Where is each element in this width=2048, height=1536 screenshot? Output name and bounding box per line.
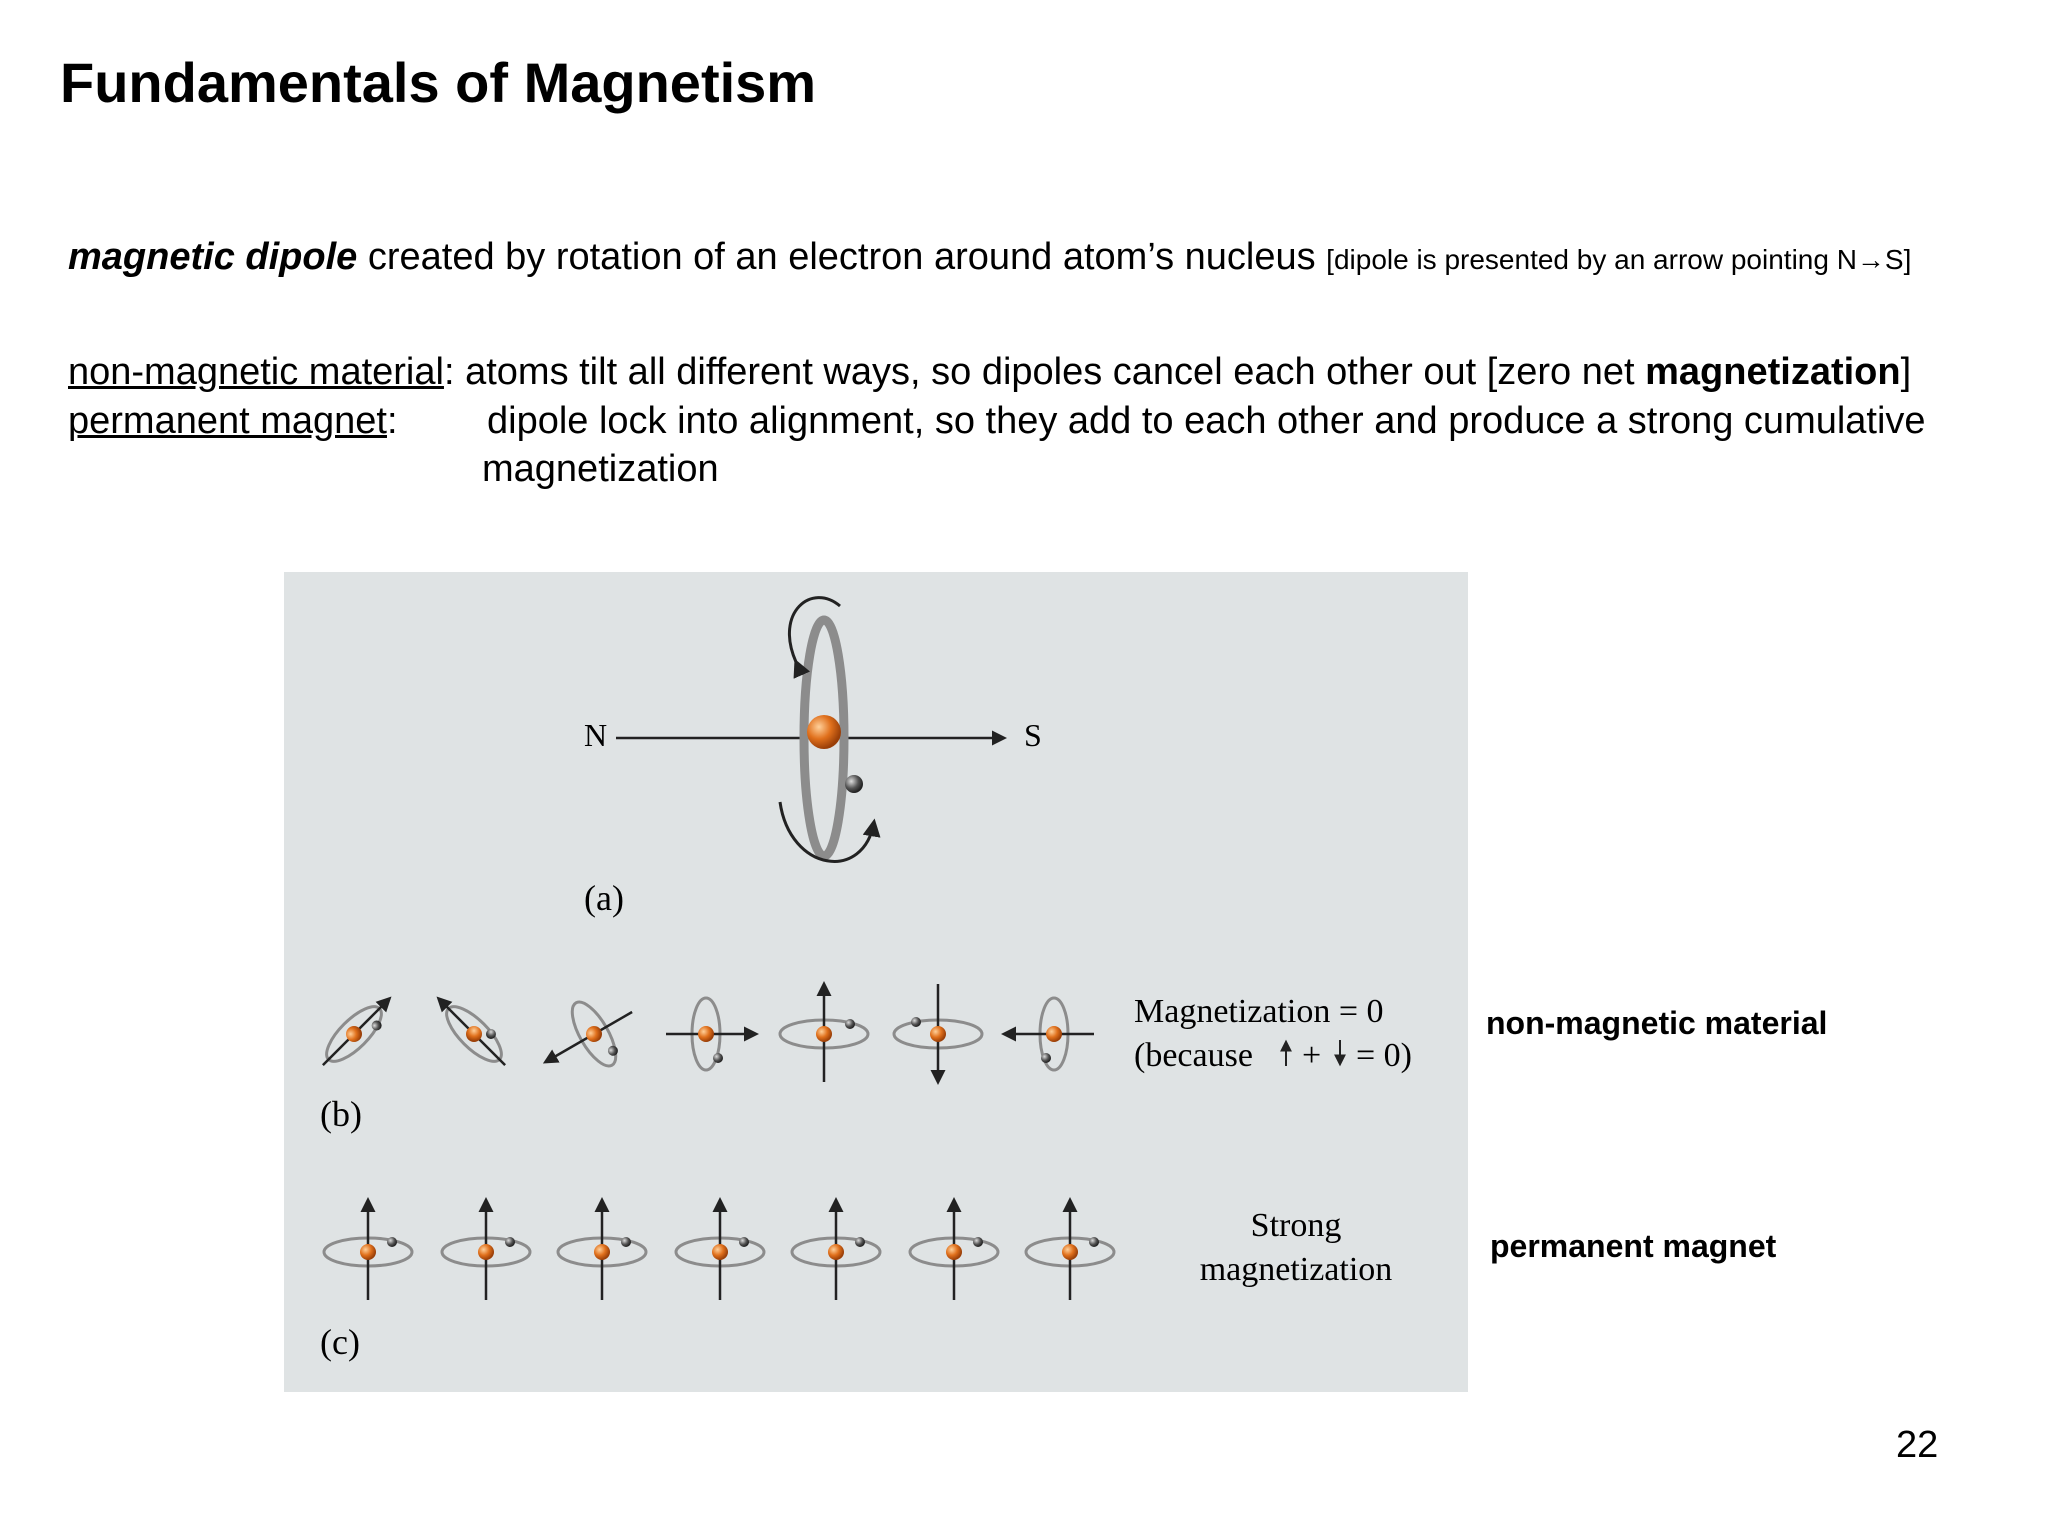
- atom-c4: [676, 1200, 764, 1300]
- atom-b5: [780, 984, 868, 1082]
- strong-magnetization-label: magnetization: [1199, 1251, 1393, 1288]
- atom-b1: [313, 989, 400, 1076]
- figure-drawing: [284, 572, 1468, 1392]
- dipole-figure: [284, 572, 1468, 1392]
- label-c: (c): [320, 1322, 360, 1362]
- dipole-note: [dipole is presented by an arrow pointing N→S]: [1326, 244, 1912, 275]
- mag-zero: Magnetization = 0: [1134, 993, 1384, 1030]
- atom-c5: [792, 1200, 880, 1300]
- atom-b6: [894, 984, 982, 1082]
- perm-term: permanent magnet: [68, 400, 387, 442]
- dipole-term: magnetic dipole: [68, 236, 358, 278]
- nonmag-bold: magnetization: [1645, 351, 1901, 393]
- atom-c6: [910, 1200, 998, 1300]
- atom-b7: [1004, 998, 1094, 1070]
- perm-text2: magnetization: [482, 448, 719, 490]
- perm-colon: :: [386, 400, 398, 442]
- dipole-text: created by rotation of an electron around atom’s nucleus: [357, 236, 1327, 278]
- because-close: = 0): [1356, 1037, 1412, 1074]
- nonmag-line: [68, 351, 1911, 394]
- atom-c2: [442, 1200, 530, 1300]
- atom-b4: [666, 998, 756, 1070]
- row-c: [324, 1200, 1114, 1300]
- label-a: (a): [584, 878, 624, 918]
- nonmag-text-b: ]: [1900, 351, 1912, 393]
- atom-b2: [429, 987, 517, 1075]
- label-b: (b): [320, 1094, 362, 1134]
- atom-c3: [558, 1200, 646, 1300]
- nonmag-term: non-magnetic material: [68, 351, 444, 393]
- row-b: [313, 981, 1094, 1093]
- strong-label: Strong: [1250, 1207, 1342, 1244]
- perm-text1: dipole lock into alignment, so they add to each other and produce a strong cumulative: [487, 400, 1926, 442]
- nonmag-text-a: : atoms tilt all different ways, so dipoles cancel each other out [zero net: [443, 351, 1646, 393]
- plus-sign: +: [1302, 1037, 1322, 1074]
- atom-c1: [324, 1200, 412, 1300]
- label-n: N: [584, 717, 608, 753]
- slide-title: Fundamentals of Magnetism: [60, 51, 817, 114]
- perm-line: [68, 400, 398, 443]
- atom-a: [616, 598, 1004, 862]
- label-s: S: [1024, 717, 1042, 753]
- because-open: (because: [1134, 1037, 1253, 1074]
- side-label-nonmag: non-magnetic material: [1486, 1005, 1828, 1041]
- dipole-line: [68, 236, 1911, 279]
- atom-c7: [1026, 1200, 1114, 1300]
- atom-b3: [528, 981, 651, 1093]
- side-label-perm: permanent magnet: [1490, 1228, 1777, 1264]
- page-number: 22: [1896, 1424, 1939, 1466]
